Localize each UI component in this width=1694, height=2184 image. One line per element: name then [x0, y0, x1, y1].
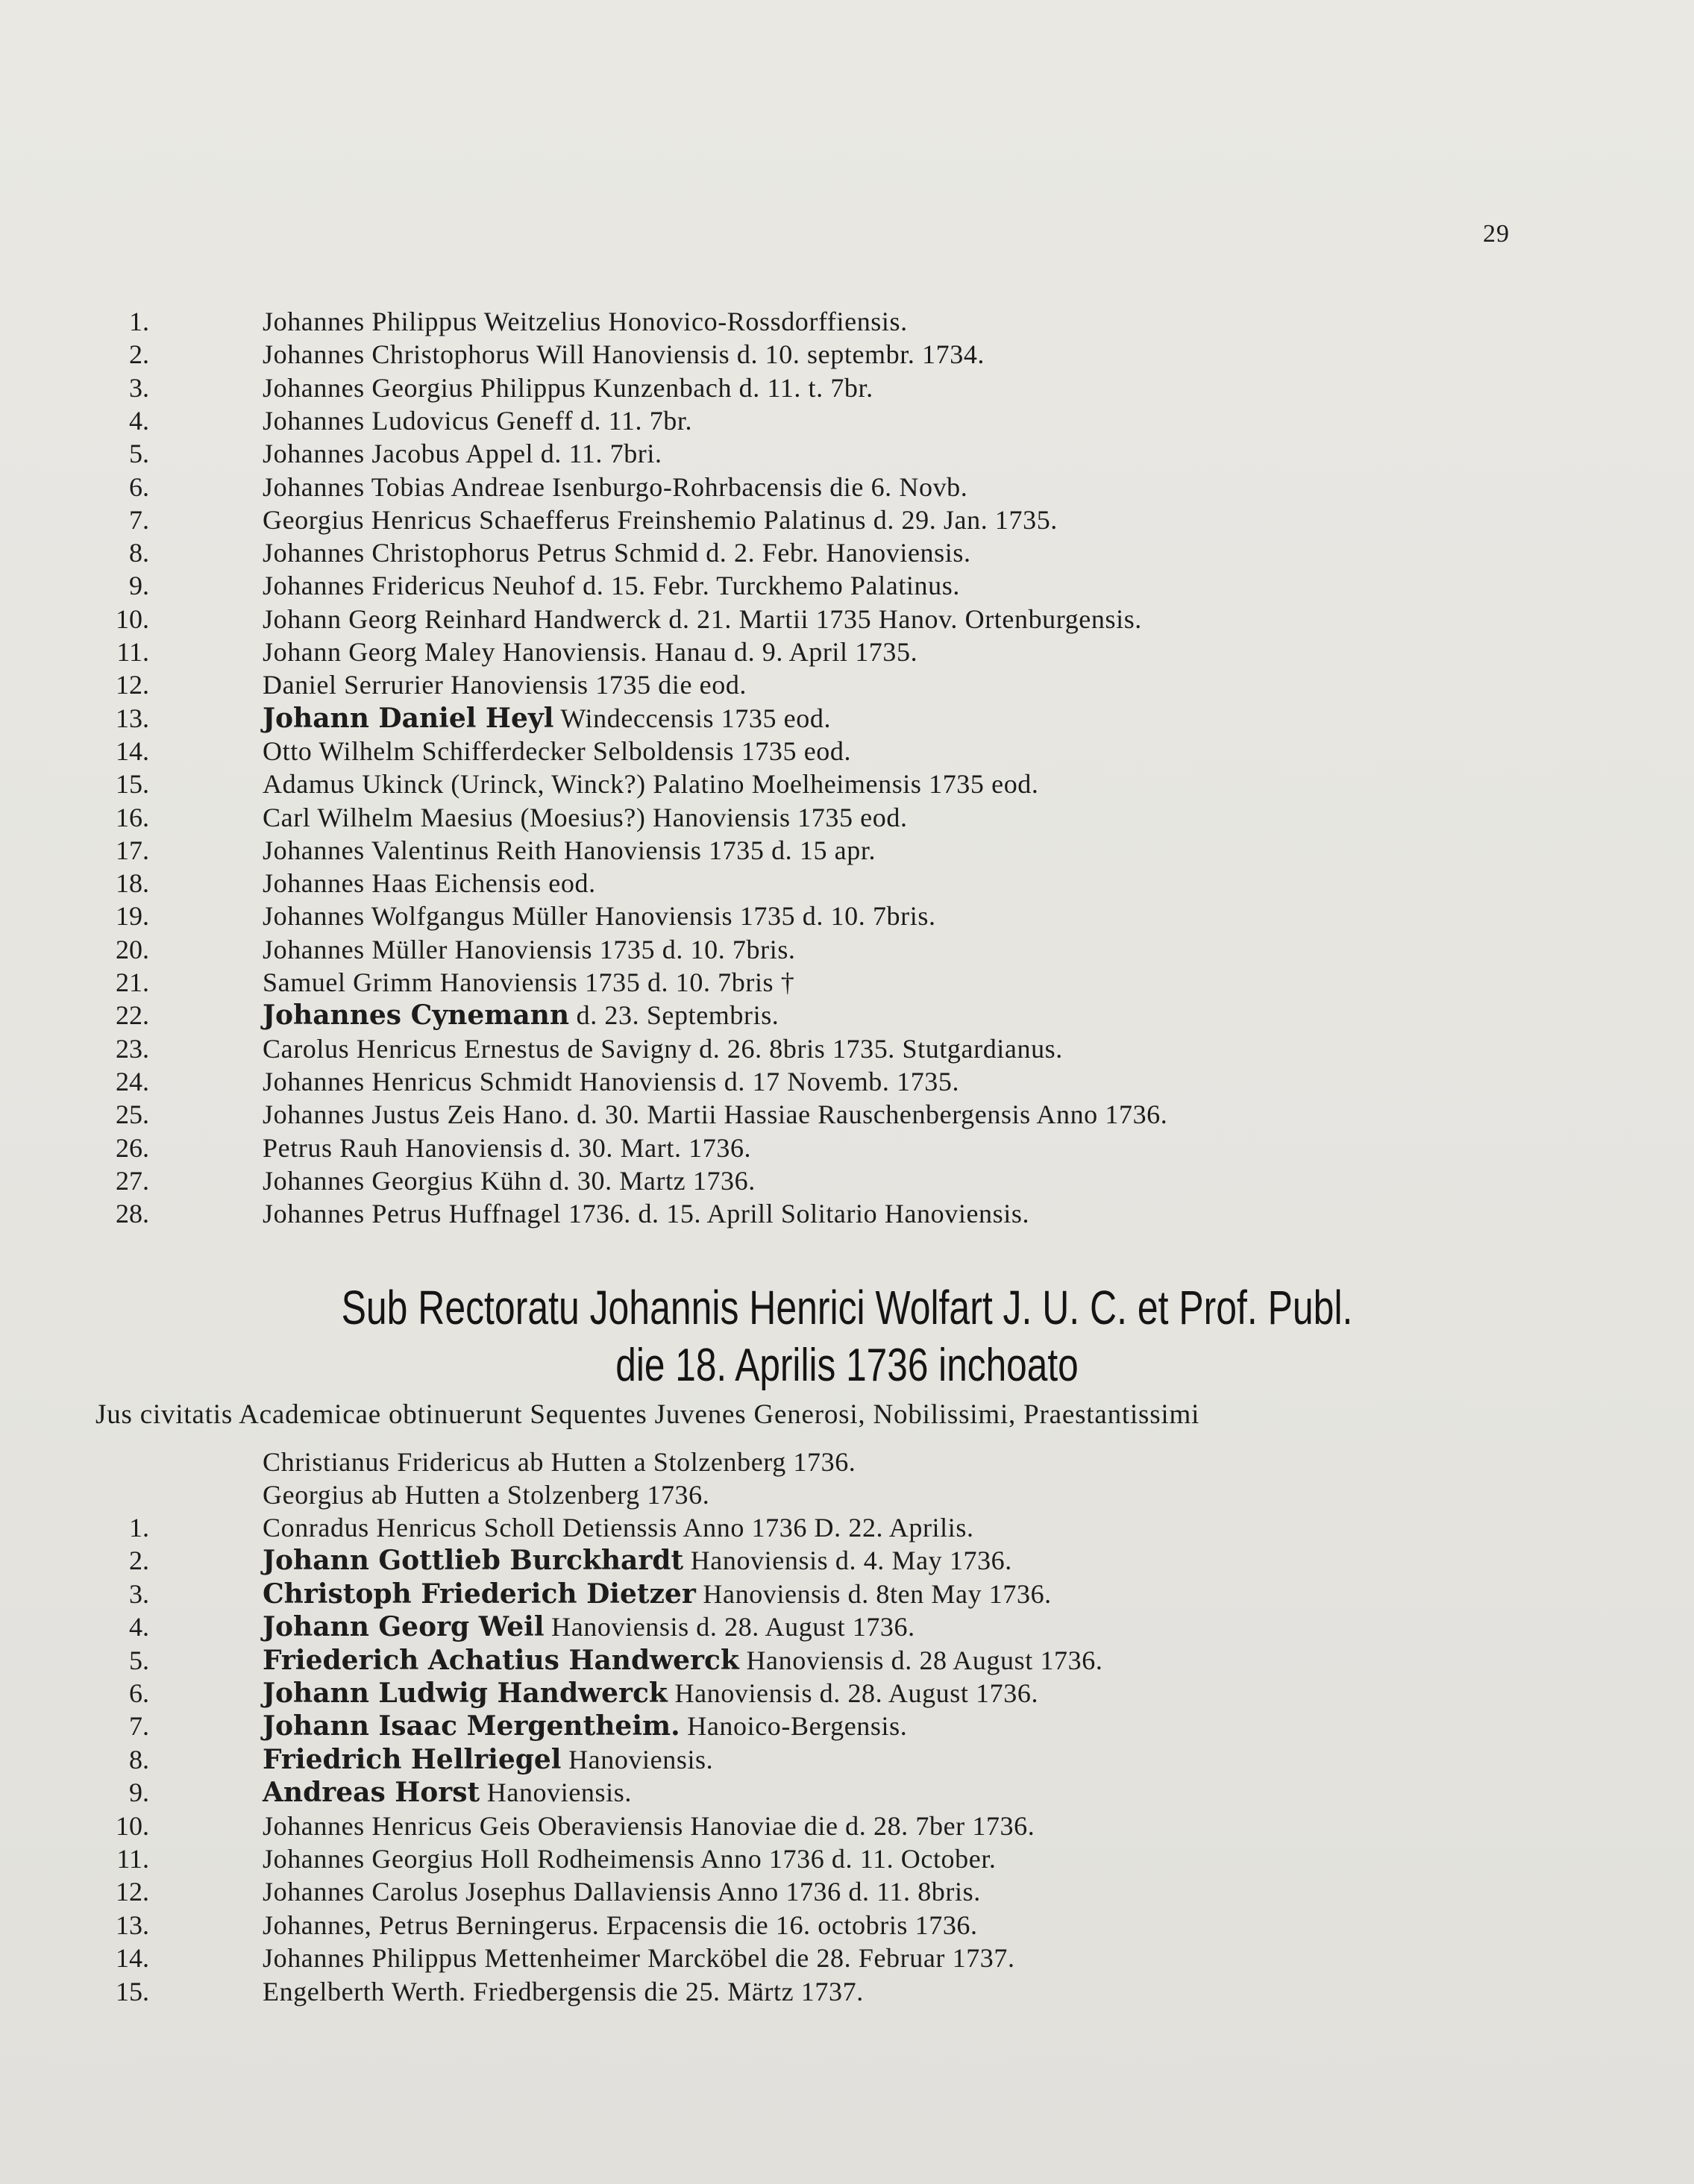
entry-number: 13. [116, 1910, 149, 1940]
entry-number: 3. [129, 372, 149, 403]
entry-text: Otto Wilhelm Schifferdecker Selboldensis 1735 eod. [263, 735, 852, 766]
entry-text: Johannes Justus Zeis Hano. d. 30. Martii Hassiae Rauschenbergensis Anno 1736. [263, 1099, 1168, 1130]
entry-number: 1. [129, 307, 149, 336]
entry-text: Johannes Carolus Josephus Dallaviensis Anno 1736 d. 11. 8bris. [263, 1877, 981, 1907]
entry-number: 19. [116, 901, 149, 932]
entry-text: Petrus Rauh Hanoviensis d. 30. Mart. 1736. [263, 1132, 752, 1163]
entry-number: 10. [116, 1810, 149, 1841]
entry-number: 5. [129, 439, 149, 469]
entry-text: Johannes Haas Eichensis eod. [263, 868, 596, 899]
entry-text [263, 1644, 1102, 1677]
entry-text [263, 999, 779, 1032]
entry-number: 24. [116, 1066, 149, 1096]
entry-number: 14. [116, 1943, 149, 1974]
blackletter-name: Friedrich Hellriegel [263, 1743, 562, 1775]
unnumbered-entry: Georgius ab Hutten a Stolzenberg 1736. [263, 1480, 710, 1510]
entry-number: 26. [116, 1132, 149, 1163]
entry-number: 23. [116, 1033, 149, 1064]
entry-text: Adamus Ukinck (Urinck, Winck?) Palatino Moelheimensis 1735 eod. [263, 769, 1039, 800]
entry-number: 4. [129, 405, 149, 436]
entry-number: 21. [116, 967, 149, 997]
entry-text: Johannes Müller Hanoviensis 1735 d. 10. 7bris. [263, 934, 796, 964]
entry-number: 15. [116, 1976, 149, 2006]
entry-number: 1. [129, 1513, 149, 1543]
entry-number: 12. [116, 1877, 149, 1907]
entry-number: 16. [116, 802, 149, 832]
entry-text: Johannes Tobias Andreae Isenburgo-Rohrbacensis die 6. Novb. [263, 471, 968, 502]
entry-text [263, 1610, 915, 1643]
entry-number: 5. [129, 1645, 149, 1675]
entry-number: 17. [116, 835, 149, 865]
blackletter-name: Friederich Achatius Handwerck [263, 1644, 739, 1676]
entry-text: Daniel Serrurier Hanoviensis 1735 die eod. [263, 670, 747, 700]
entry-number: 7. [129, 504, 149, 535]
entry-rest: Hanoviensis. [561, 1744, 714, 1775]
blackletter-name: Johann Gottlieb Burckhardt [263, 1545, 684, 1577]
entry-text: Johannes Valentinus Reith Hanoviensis 1735 d. 15 apr. [263, 835, 876, 865]
blackletter-name: Johann Isaac Mergentheim. [263, 1710, 680, 1742]
blackletter-name: Johann Georg Weil [263, 1611, 545, 1643]
entry-text: Johannes Christophorus Will Hanoviensis d. 10. septembr. 1734. [263, 339, 985, 370]
entry-rest: d. 23. Septembris. [569, 1000, 779, 1031]
entry-text: Johannes Fridericus Neuhof d. 15. Febr. Turckhemo Palatinus. [263, 571, 960, 601]
entry-number: 6. [129, 471, 149, 502]
entry-text: Johann Georg Reinhard Handwerck d. 21. Martii 1735 Hanov. Ortenburgensis. [263, 603, 1142, 634]
entry-number: 14. [116, 735, 149, 766]
entry-number: 20. [116, 934, 149, 964]
page-number: 29 [1483, 220, 1510, 248]
entry-text: Engelberth Werth. Friedbergensis die 25. Märtz 1737. [263, 1976, 864, 2006]
entry-number: 25. [116, 1099, 149, 1130]
entry-text: Johannes Georgius Philippus Kunzenbach d. 11. t. 7br. [263, 372, 873, 403]
entry-number: 27. [116, 1165, 149, 1196]
blackletter-name: Andreas Horst [263, 1777, 480, 1809]
entry-text: Johannes Petrus Huffnagel 1736. d. 15. Aprill Solitario Hanoviensis. [263, 1199, 1030, 1229]
entry-number: 28. [116, 1199, 149, 1229]
entry-text: Johannes Georgius Kühn d. 30. Martz 1736. [263, 1165, 756, 1196]
entry-rest: Windeccensis 1735 eod. [553, 703, 832, 733]
entry-number: 11. [116, 637, 149, 667]
entry-text [263, 1544, 1012, 1577]
entry-number: 6. [129, 1678, 149, 1708]
entry-text: Johannes Ludovicus Geneff d. 11. 7br. [263, 405, 693, 436]
entry-text [263, 1677, 1038, 1710]
entry-rest: Hanoviensis d. 28. August 1736. [667, 1678, 1039, 1708]
entry-text: Samuel Grimm Hanoviensis 1735 d. 10. 7bris † [263, 967, 795, 997]
entry-rest: Hanoviensis d. 4. May 1736. [683, 1546, 1012, 1576]
blackletter-name: Christoph Friederich Dietzer [263, 1578, 696, 1610]
entry-number: 9. [129, 1777, 149, 1808]
entry-text: Carl Wilhelm Maesius (Moesius?) Hanoviensis 1735 eod. [263, 802, 908, 832]
entry-text [263, 1776, 632, 1809]
unnumbered-entry: Christianus Fridericus ab Hutten a Stolzenberg 1736. [263, 1447, 856, 1477]
entry-rest: Hanoviensis d. 8ten May 1736. [695, 1578, 1052, 1609]
entry-text [263, 1743, 713, 1776]
entry-number: 2. [129, 1546, 149, 1576]
entry-number: 8. [129, 538, 149, 568]
entry-text: Johannes, Petrus Berningerus. Erpacensis die 16. octobris 1736. [263, 1910, 978, 1940]
intro-text: Jus civitatis Academicae obtinuerunt Sequentes Juvenes Generosi, Nobilissimi, Praestantissimi [95, 1399, 1200, 1430]
entry-number: 3. [129, 1578, 149, 1609]
entry-rest: Hanoviensis d. 28 August 1736. [738, 1645, 1103, 1675]
entry-rest: Hanoviensis d. 28. August 1736. [544, 1612, 915, 1642]
entry-text: Carolus Henricus Ernestus de Savigny d. 26. 8bris 1735. Stutgardianus. [263, 1033, 1063, 1064]
entry-text [263, 1710, 907, 1742]
entry-number: 4. [129, 1612, 149, 1642]
section-subheading: die 18. Aprilis 1736 inchoato [615, 1340, 1079, 1391]
entry-number: 8. [129, 1744, 149, 1775]
entry-number: 12. [116, 670, 149, 700]
entry-text: Johannes Philippus Weitzelius Honovico-Rossdorffiensis. [263, 307, 908, 336]
entry-number: 2. [129, 339, 149, 370]
entry-rest: Hanoviensis. [480, 1777, 632, 1808]
entry-text: Conradus Henricus Scholl Detienssis Anno 1736 D. 22. Aprilis. [263, 1513, 974, 1543]
entry-text: Johannes Henricus Geis Oberaviensis Hanoviae die d. 28. 7ber 1736. [263, 1810, 1035, 1841]
blackletter-name: Johannes Cynemann [263, 1000, 570, 1032]
entry-number: 13. [116, 703, 149, 733]
entry-text: Johannes Christophorus Petrus Schmid d. 2. Febr. Hanoviensis. [263, 538, 971, 568]
entry-text: Johann Georg Maley Hanoviensis. Hanau d. 9. April 1735. [263, 637, 918, 667]
entry-number: 9. [129, 571, 149, 601]
blackletter-name: Johann Daniel Heyl [263, 702, 554, 734]
entry-text: Georgius Henricus Schaefferus Freinshemio Palatinus d. 29. Jan. 1735. [263, 504, 1058, 535]
entry-number: 18. [116, 868, 149, 899]
entry-text: Johannes Henricus Schmidt Hanoviensis d. 17 Novemb. 1735. [263, 1066, 960, 1096]
entry-text: Johannes Jacobus Appel d. 11. 7bri. [263, 439, 662, 469]
entry-text: Johannes Wolfgangus Müller Hanoviensis 1735 d. 10. 7bris. [263, 901, 936, 932]
entry-number: 10. [116, 603, 149, 634]
blackletter-name: Johann Ludwig Handwerck [263, 1678, 668, 1709]
section-heading: Sub Rectoratu Johannis Henrici Wolfart J. U. C. et Prof. Publ. [341, 1281, 1353, 1334]
entry-text [263, 702, 831, 735]
entry-number: 7. [129, 1711, 149, 1742]
entry-rest: Hanoico-Bergensis. [680, 1711, 908, 1742]
entry-number: 22. [116, 1000, 149, 1031]
entry-text [263, 1578, 1052, 1610]
entry-text: Johannes Georgius Holl Rodheimensis Anno 1736 d. 11. October. [263, 1844, 997, 1874]
entry-number: 15. [116, 769, 149, 800]
entry-text: Johannes Philippus Mettenheimer Marcköbel die 28. Februar 1737. [263, 1943, 1015, 1974]
entry-number: 11. [116, 1844, 149, 1874]
